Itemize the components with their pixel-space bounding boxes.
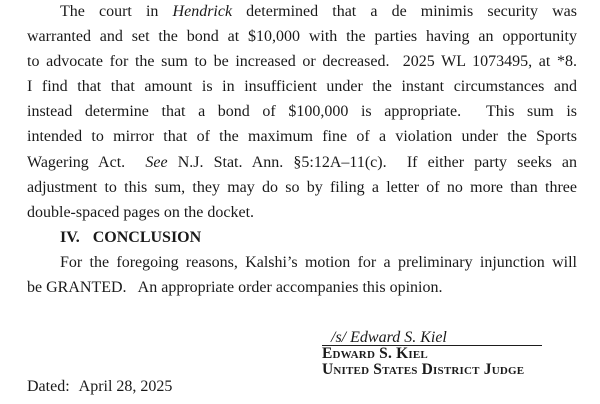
judge-name: Edward S. Kiel <box>322 345 428 362</box>
paragraph1-line-2 <box>27 24 577 49</box>
body-text-segment: Wagering Act. <box>27 153 146 171</box>
body-text-segment: For the foregoing reasons, Kalshi’s motion for a preliminary injunction will <box>60 253 577 271</box>
body-text-segment: I find that that amount is in insufficient under the instant circumstances and <box>27 78 577 96</box>
heading-numeral: IV. <box>60 228 80 246</box>
paragraph1-line-4 <box>27 74 577 99</box>
body-text-segment: The court in <box>60 3 173 20</box>
paragraph1-line-5 <box>27 99 577 124</box>
dated-label: Dated: <box>27 378 70 395</box>
paragraph2-line-1 <box>27 250 577 275</box>
paragraph1-line-8 <box>27 175 577 200</box>
paragraph1-line-9 <box>27 200 577 225</box>
dated-line <box>27 379 172 395</box>
dated-date: April 28, 2025 <box>78 378 173 395</box>
body-text-segment: be GRANTED. An appropriate order accompanies this opinion. <box>27 279 443 297</box>
paragraph1-line-1 <box>27 0 577 24</box>
case-name-hendrick: Hendrick <box>172 3 233 20</box>
body-text-segment: instead determine that a bond of $100,000 is appropriate. This sum is <box>27 103 577 121</box>
heading-title: CONCLUSION <box>92 228 202 246</box>
opinion-body <box>27 0 577 300</box>
paragraph1-line-7 <box>27 150 577 175</box>
body-text-segment: adjustment to this sum, they may do so by filing a letter of no more than three <box>27 178 577 196</box>
signature-s-slash-text: /s/ Edward S. Kiel <box>331 329 447 346</box>
see-signal-italic: See <box>145 153 168 171</box>
body-text-segment: double-spaced pages on the docket. <box>27 203 255 221</box>
section-heading-conclusion <box>27 225 577 250</box>
paragraph2-line-2 <box>27 275 577 300</box>
signature-line <box>322 330 542 346</box>
body-text-segment: determined that a de minimis security was <box>232 3 577 20</box>
paragraph1-line-6 <box>27 124 577 149</box>
body-text-segment: N.J. Stat. Ann. §5:12A–11(c). If either party seeks an <box>167 153 578 171</box>
body-text-segment: to advocate for the sum to be increased or decreased. 2025 WL 1073495, at *8. <box>27 53 577 71</box>
body-text-segment: intended to mirror that of the maximum fine of a violation under the Sports <box>27 128 577 146</box>
signature-block <box>322 330 542 378</box>
body-text-segment: warranted and set the bond at $10,000 with the parties having an opportunity <box>27 28 577 46</box>
paragraph1-line-3 <box>27 49 577 74</box>
judge-title: United States District Judge <box>322 361 525 379</box>
